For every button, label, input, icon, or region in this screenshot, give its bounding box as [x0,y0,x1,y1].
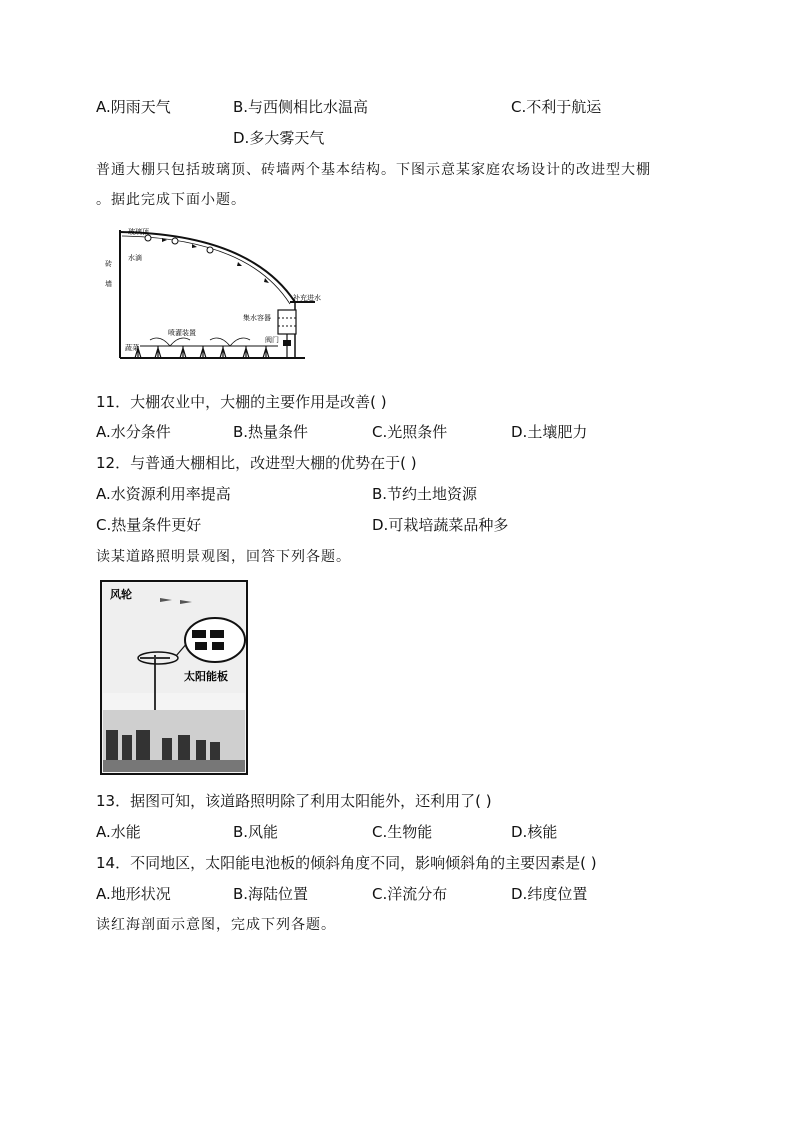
label-water-drop: 水滴 [128,254,142,262]
greenhouse-intro-line1: 普通大棚只包括玻璃顶、砖墙两个基本结构。下图示意某家庭农场设计的改进型大棚 [96,162,651,178]
label-collector: 集水容器 [243,314,271,322]
label-vegetable: 蔬菜 [125,344,139,352]
q13-option-b: B.风能 [233,823,279,841]
q14-option-c: C.洋流分布 [372,885,448,903]
q11-option-c: C.光照条件 [372,423,448,441]
q12-stem: 12．与普通大棚相比，改进型大棚的优势在于( ) [96,454,417,472]
q11-stem: 11．大棚农业中，大棚的主要作用是改善( ) [96,393,387,411]
q11-option-a: A.水分条件 [96,423,171,441]
q12-option-a: A.水资源利用率提高 [96,485,231,503]
q13-option-a: A.水能 [96,823,141,841]
label-brick: 砖 [105,260,112,268]
q10-option-d: D.多大雾天气 [233,129,325,147]
q13-stem: 13．据图可知，该道路照明除了利用太阳能外，还利用了( ) [96,792,492,810]
q10-option-a: A.阴雨天气 [96,98,171,116]
q10-option-b: B.与西侧相比水温高 [233,98,369,116]
label-wall: 墙 [105,280,112,288]
q14-option-a: A.地形状况 [96,885,171,903]
label-sprinkler: 喷灌装置 [168,329,196,337]
label-solar-panel: 太阳能板 [184,670,228,683]
q10-option-c: C.不利于航运 [511,98,602,116]
q12-option-b: B.节约土地资源 [372,485,478,503]
road-intro: 读某道路照明景观图，回答下列各题。 [96,549,351,565]
label-valve: 阀门 [265,336,279,344]
label-glass-roof: 玻璃顶 [128,228,149,236]
q13-option-d: D.核能 [511,823,558,841]
q14-stem: 14．不同地区，太阳能电池板的倾斜角度不同，影响倾斜角的主要因素是( ) [96,854,597,872]
q13-option-c: C.生物能 [372,823,433,841]
q14-option-b: B.海陆位置 [233,885,309,903]
q14-option-d: D.纬度位置 [511,885,588,903]
q11-option-d: D.土壤肥力 [511,423,588,441]
q12-option-c: C.热量条件更好 [96,516,202,534]
q11-option-b: B.热量条件 [233,423,309,441]
road-lighting-photo [100,580,248,775]
greenhouse-figure [100,222,330,370]
label-wind-wheel: 风轮 [110,588,132,601]
q12-option-d: D.可栽培蔬菜品种多 [372,516,509,534]
redsea-intro: 读红海剖面示意图，完成下列各题。 [96,917,336,933]
greenhouse-intro-line2: 。据此完成下面小题。 [96,192,246,208]
label-refill: 补充进水 [293,294,321,302]
